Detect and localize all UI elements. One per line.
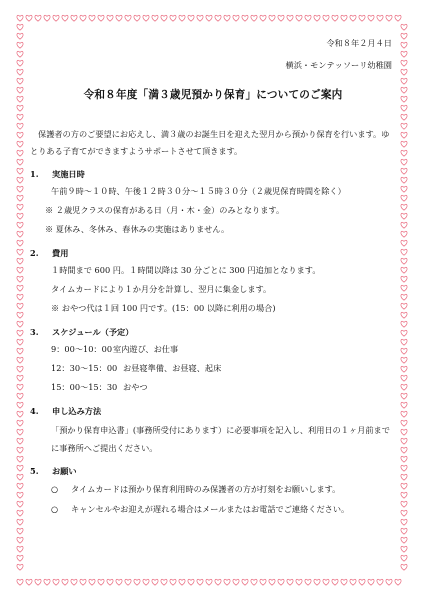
heart-icon <box>401 357 407 363</box>
section-title: 申し込み方法 <box>52 405 102 416</box>
heart-icon <box>35 579 41 585</box>
heart-icon <box>17 24 23 30</box>
heart-icon <box>251 15 257 21</box>
heart-icon <box>17 195 23 201</box>
heart-icon <box>53 15 59 21</box>
heart-icon <box>80 15 86 21</box>
section-schedule-time <box>30 166 396 239</box>
heart-icon <box>401 375 407 381</box>
heart-icon <box>368 579 374 585</box>
heart-icon <box>233 15 239 21</box>
heart-icon <box>17 420 23 426</box>
heart-icon <box>323 579 329 585</box>
heart-icon <box>305 579 311 585</box>
schedule-time: 12：30～15：00 <box>51 363 118 374</box>
heart-icon <box>401 537 407 543</box>
heart-icon <box>17 168 23 174</box>
organization-name: 横浜・モンテッソーリ幼稚園 <box>285 60 392 71</box>
heart-icon <box>401 393 407 399</box>
section-title: 費用 <box>52 247 69 258</box>
heart-icon <box>116 15 122 21</box>
section-line: １時間まで 600 円。１時間以降は 30 分ごとに 300 円追加となります。 <box>51 265 321 276</box>
heart-icon <box>17 501 23 507</box>
circle-bullet-icon: ○ <box>51 503 59 514</box>
heart-icon <box>89 15 95 21</box>
heart-icon <box>17 240 23 246</box>
heart-icon <box>401 546 407 552</box>
heart-icon <box>17 510 23 516</box>
heart-icon <box>224 579 230 585</box>
heart-icon <box>368 15 374 21</box>
heart-icon <box>314 579 320 585</box>
schedule-time: 15：00～15：30 <box>51 382 118 393</box>
section-number: 5. <box>30 465 39 476</box>
heart-icon <box>17 393 23 399</box>
schedule-activity: 室内遊び、お仕事 <box>113 344 179 355</box>
heart-icon <box>296 15 302 21</box>
heart-icon <box>125 15 131 21</box>
heart-icon <box>17 222 23 228</box>
heart-icon <box>269 579 275 585</box>
heart-icon <box>251 579 257 585</box>
heart-icon <box>98 579 104 585</box>
heart-icon <box>17 456 23 462</box>
heart-icon <box>89 579 95 585</box>
heart-icon <box>401 204 407 210</box>
heart-icon <box>401 564 407 570</box>
heart-icon <box>17 132 23 138</box>
heart-icon <box>17 519 23 525</box>
heart-icon <box>401 384 407 390</box>
request-text: タイムカードは預かり保育利用時のみ保護者の方が打刻をお願いします。 <box>71 483 341 494</box>
heart-icon <box>116 579 122 585</box>
section-line: タイムカードにより１か月分を計算し、翌月に集金します。 <box>51 284 272 295</box>
heart-icon <box>35 15 41 21</box>
heart-icon <box>206 15 212 21</box>
heart-icon <box>62 579 68 585</box>
heart-icon <box>17 366 23 372</box>
heart-icon <box>401 51 407 57</box>
heart-icon <box>62 15 68 21</box>
heart-icon <box>401 195 407 201</box>
heart-icon <box>17 411 23 417</box>
heart-icon <box>17 267 23 273</box>
heart-icon <box>260 15 266 21</box>
heart-icon <box>17 492 23 498</box>
heart-icon <box>17 276 23 282</box>
heart-icon <box>314 15 320 21</box>
heart-icon <box>197 579 203 585</box>
heart-icon <box>170 579 176 585</box>
section-heading <box>30 245 396 261</box>
circle-bullet-icon: ○ <box>51 483 59 494</box>
intro-paragraph: 保護者の方のご要望にお応えし、満３歳のお誕生日を迎えた翌月から預かり保育を行います。ゆとりある子育てができますようサポートさせて頂きます。 <box>30 128 390 156</box>
heart-icon <box>17 546 23 552</box>
heart-icon <box>401 276 407 282</box>
heart-icon <box>401 411 407 417</box>
heart-icon <box>71 15 77 21</box>
heart-icon <box>17 384 23 390</box>
section-title: お願い <box>52 465 77 476</box>
section-heading <box>30 463 396 479</box>
document-date: 令和８年２月４日 <box>326 38 392 48</box>
heart-icon <box>17 123 23 129</box>
heart-icon <box>17 429 23 435</box>
section-fee <box>30 245 396 318</box>
section-requests <box>30 463 396 519</box>
heart-icon <box>401 258 407 264</box>
section-schedule <box>30 324 396 397</box>
heart-icon <box>401 294 407 300</box>
heart-icon <box>401 159 407 165</box>
heart-icon <box>401 312 407 318</box>
heart-icon <box>401 213 407 219</box>
heart-icon <box>401 24 407 30</box>
heart-icon <box>107 15 113 21</box>
heart-icon <box>401 222 407 228</box>
heart-icon <box>287 579 293 585</box>
heart-icon <box>161 15 167 21</box>
heart-icon <box>401 123 407 129</box>
heart-icon <box>401 483 407 489</box>
heart-icon <box>359 579 365 585</box>
heart-icon <box>17 177 23 183</box>
heart-icon <box>17 579 23 585</box>
heart-icon <box>401 492 407 498</box>
heart-icon <box>17 15 23 21</box>
heart-icon <box>401 321 407 327</box>
heart-icon <box>242 579 248 585</box>
heart-icon <box>401 240 407 246</box>
heart-icon <box>305 15 311 21</box>
heart-icon <box>44 15 50 21</box>
heart-icon <box>53 579 59 585</box>
heart-icon <box>188 15 194 21</box>
heart-icon <box>17 465 23 471</box>
heart-icon <box>401 33 407 39</box>
heart-icon <box>260 579 266 585</box>
schedule-row <box>30 340 396 359</box>
heart-icon <box>350 579 356 585</box>
request-item <box>30 479 396 499</box>
heart-icon <box>17 60 23 66</box>
heart-icon <box>401 114 407 120</box>
heart-icon <box>26 15 32 21</box>
heart-icon <box>17 348 23 354</box>
section-heading <box>30 324 396 340</box>
heart-icon <box>17 375 23 381</box>
heart-icon <box>401 348 407 354</box>
heart-icon <box>17 159 23 165</box>
section-application <box>30 403 396 457</box>
heart-icon <box>17 303 23 309</box>
heart-icon <box>17 537 23 543</box>
heart-icon <box>401 141 407 147</box>
section-line: ※ ２歳児クラスの保育がある日（月・木・金）のみとなります。 <box>45 205 285 216</box>
heart-icon <box>401 528 407 534</box>
heart-icon <box>170 15 176 21</box>
section-heading <box>30 403 396 419</box>
section-title: スケジュール（予定） <box>52 326 134 337</box>
heart-icon <box>17 231 23 237</box>
heart-icon <box>401 474 407 480</box>
heart-icon <box>401 456 407 462</box>
heart-icon <box>401 60 407 66</box>
schedule-activity: おやつ <box>123 382 148 393</box>
section-number: 1. <box>30 168 39 179</box>
heart-icon <box>401 555 407 561</box>
heart-icon <box>44 579 50 585</box>
heart-icon <box>386 579 392 585</box>
heart-icon <box>359 15 365 21</box>
heart-icon <box>197 15 203 21</box>
section-line: ※ 夏休み、冬休み、春休みの実施はありません。 <box>45 224 230 235</box>
heart-icon <box>17 564 23 570</box>
heart-icon <box>332 15 338 21</box>
heart-icon <box>401 96 407 102</box>
heart-icon <box>152 15 158 21</box>
heart-icon <box>401 501 407 507</box>
heart-icon <box>323 15 329 21</box>
heart-icon <box>401 438 407 444</box>
heart-icon <box>188 579 194 585</box>
section-heading <box>30 166 396 182</box>
heart-icon <box>17 294 23 300</box>
section-line: 午前９時～１０時、午後１２時３０分～１５時３０分（２歳児保育時間を除く） <box>51 186 346 197</box>
heart-icon <box>332 579 338 585</box>
heart-icon <box>287 15 293 21</box>
heart-icon <box>17 402 23 408</box>
heart-icon <box>80 579 86 585</box>
heart-icon <box>17 141 23 147</box>
heart-icon <box>401 177 407 183</box>
heart-icon <box>401 366 407 372</box>
heart-icon <box>401 78 407 84</box>
heart-icon <box>401 465 407 471</box>
heart-icon <box>395 15 401 21</box>
heart-icon <box>143 579 149 585</box>
heart-icon <box>401 69 407 75</box>
heart-icon <box>401 105 407 111</box>
heart-icon <box>401 303 407 309</box>
heart-icon <box>152 579 158 585</box>
heart-icon <box>224 15 230 21</box>
heart-icon <box>401 402 407 408</box>
heart-icon <box>401 429 407 435</box>
heart-icon <box>395 579 401 585</box>
heart-icon <box>17 186 23 192</box>
heart-icon <box>17 249 23 255</box>
heart-icon <box>215 15 221 21</box>
heart-icon <box>401 267 407 273</box>
heart-icon <box>296 579 302 585</box>
heart-icon <box>17 474 23 480</box>
heart-icon <box>17 105 23 111</box>
heart-icon <box>134 15 140 21</box>
heart-icon <box>17 213 23 219</box>
heart-icon <box>17 150 23 156</box>
heart-icon <box>377 579 383 585</box>
schedule-row <box>30 378 396 397</box>
request-item <box>30 499 396 519</box>
heart-icon <box>17 330 23 336</box>
heart-icon <box>386 15 392 21</box>
heart-icon <box>401 168 407 174</box>
heart-icon <box>179 15 185 21</box>
heart-icon <box>17 528 23 534</box>
heart-icon <box>278 15 284 21</box>
schedule-time: 9：00～10：00 <box>51 344 113 355</box>
heart-icon <box>401 510 407 516</box>
heart-icon <box>17 69 23 75</box>
heart-icon <box>17 42 23 48</box>
heart-icon <box>341 15 347 21</box>
heart-icon <box>161 579 167 585</box>
heart-icon <box>401 249 407 255</box>
heart-icon <box>401 420 407 426</box>
heart-icon <box>17 33 23 39</box>
heart-icon <box>17 438 23 444</box>
section-line: ※ おやつ代は１回 100 円です。(15：00 以降に利用の場合) <box>51 303 276 314</box>
heart-icon <box>401 447 407 453</box>
heart-icon <box>71 579 77 585</box>
heart-icon <box>401 132 407 138</box>
heart-icon <box>17 339 23 345</box>
heart-icon <box>401 519 407 525</box>
section-number: 4. <box>30 405 39 416</box>
heart-icon <box>401 285 407 291</box>
heart-icon <box>278 579 284 585</box>
request-text: キャンセルやお迎えが遅れる場合はメールまたはお電話でご連絡ください。 <box>71 503 350 514</box>
heart-icon <box>17 87 23 93</box>
heart-icon <box>98 15 104 21</box>
heart-icon <box>401 150 407 156</box>
heart-icon <box>17 285 23 291</box>
heart-icon <box>17 204 23 210</box>
heart-icon <box>269 15 275 21</box>
heart-icon <box>17 357 23 363</box>
heart-icon <box>401 231 407 237</box>
heart-icon <box>350 15 356 21</box>
heart-icon <box>17 312 23 318</box>
section-paragraph: 「預かり保育申込書」(事務所受付にあります）に必要事項を記入し、利用日の１ヶ月前までに事務所へご提出ください。 <box>51 424 390 453</box>
section-number: 3. <box>30 326 39 337</box>
heart-icon <box>377 15 383 21</box>
heart-icon <box>242 15 248 21</box>
schedule-activity: お昼寝準備、お昼寝、起床 <box>123 363 222 374</box>
heart-icon <box>17 555 23 561</box>
heart-icon <box>179 579 185 585</box>
document-title: 令和８年度「満３歳児預かり保育」についてのご案内 <box>83 88 343 101</box>
heart-icon <box>143 15 149 21</box>
heart-icon <box>215 579 221 585</box>
heart-icon <box>401 186 407 192</box>
heart-icon <box>134 579 140 585</box>
heart-icon <box>17 51 23 57</box>
heart-icon <box>17 258 23 264</box>
heart-icon <box>17 321 23 327</box>
heart-icon <box>26 579 32 585</box>
schedule-row <box>30 359 396 378</box>
heart-icon <box>107 579 113 585</box>
heart-icon <box>17 78 23 84</box>
heart-icon <box>401 330 407 336</box>
heart-icon <box>401 339 407 345</box>
heart-icon <box>17 483 23 489</box>
heart-icon <box>206 579 212 585</box>
heart-icon <box>125 579 131 585</box>
heart-icon <box>17 114 23 120</box>
heart-icon <box>233 579 239 585</box>
section-title: 実施日時 <box>52 168 85 179</box>
document-content <box>30 38 396 519</box>
heart-icon <box>401 42 407 48</box>
heart-icon <box>17 447 23 453</box>
heart-icon <box>341 579 347 585</box>
heart-icon <box>401 87 407 93</box>
section-number: 2. <box>30 247 39 258</box>
heart-icon <box>17 96 23 102</box>
